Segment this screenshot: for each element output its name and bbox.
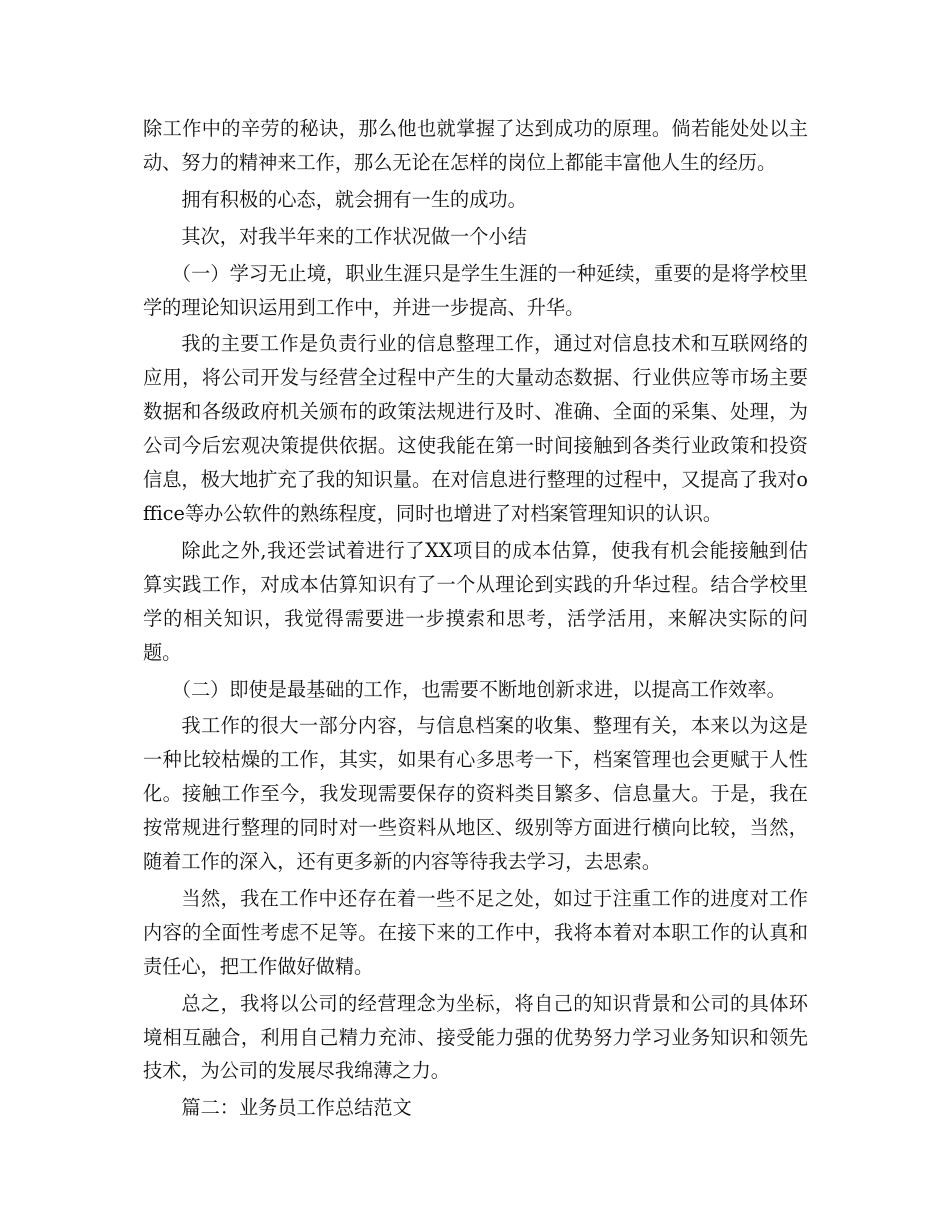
section-heading-one: （一）学习无止境，职业生涯只是学生生涯的一种延续，重要的是将学校里学的理论知识运用到工作中，并进一步提高、升华。 bbox=[143, 261, 808, 319]
paragraph-archive-work: 我工作的很大一部分内容，与信息档案的收集、整理有关，本来以为这是一种比较枯燥的工作，其实，如果有心多思考一下，档案管理也会更赋于人性化。接触工作至今，我发现需要保存的资料类目繁多、信息量大。于是，我在按常规进行整理的同时对一些资料从地区、级别等方面进行横向比较，当然，随着工作的深入，还有更多新的内容等待我去学习，去思索。 bbox=[143, 714, 808, 874]
paragraph-continuation: 除工作中的辛劳的秘诀，那么他也就掌握了达到成功的原理。倘若能处处以主动、努力的精神来工作，那么无论在怎样的岗位上都能丰富他人生的经历。 bbox=[143, 117, 808, 174]
paragraph-positive-attitude: 拥有积极的心态，就会拥有一生的成功。 bbox=[181, 187, 527, 211]
paragraph-summary-intro: 其次，对我半年来的工作状况做一个小结 bbox=[181, 224, 527, 248]
paragraph-cost-estimation: 除此之外,我还尝试着进行了XX项目的成本估算，使我有机会能接触到估算实践工作，对成本估算知识有了一个从理论到实践的升华过程。结合学校里学的相关知识，我觉得需要进一步摸索和思考，活学活用，来解决实际的问题。 bbox=[143, 538, 808, 664]
paragraph-conclusion: 总之，我将以公司的经营理念为坐标，将自己的知识背景和公司的具体环境相互融合，利用自己精力充沛、接受能力强的优势努力学习业务知识和领先技术，为公司的发展尽我绵薄之力。 bbox=[143, 991, 808, 1083]
section-heading-two: （二）即使是最基础的工作，也需要不断地创新求进，以提高工作效率。 bbox=[171, 677, 786, 701]
next-article-title: 篇二：业务员工作总结范文 bbox=[181, 1096, 412, 1120]
document-page bbox=[143, 112, 808, 1128]
paragraph-main-work: 我的主要工作是负责行业的信息整理工作，通过对信息技术和互联网络的应用，将公司开发与经营全过程中产生的大量动态数据、行业供应等市场主要数据和各级政府机关颁布的政策法规进行及时、准确、全面的采集、处理，为公司今后宏观决策提供依据。这使我能在第一时间接触到各类行业政策和投资信息，极大地扩充了我的知识量。在对信息进行整理的过程中，又提高了我对office等办公软件的熟练程度，同时也增进了对档案管理知识的认识。 bbox=[143, 332, 808, 525]
paragraph-shortcomings: 当然，我在工作中还存在着一些不足之处，如过于注重工作的进度对工作内容的全面性考虑不足等。在接下来的工作中，我将本着对本职工作的认真和责任心，把工作做好做精。 bbox=[143, 886, 808, 978]
